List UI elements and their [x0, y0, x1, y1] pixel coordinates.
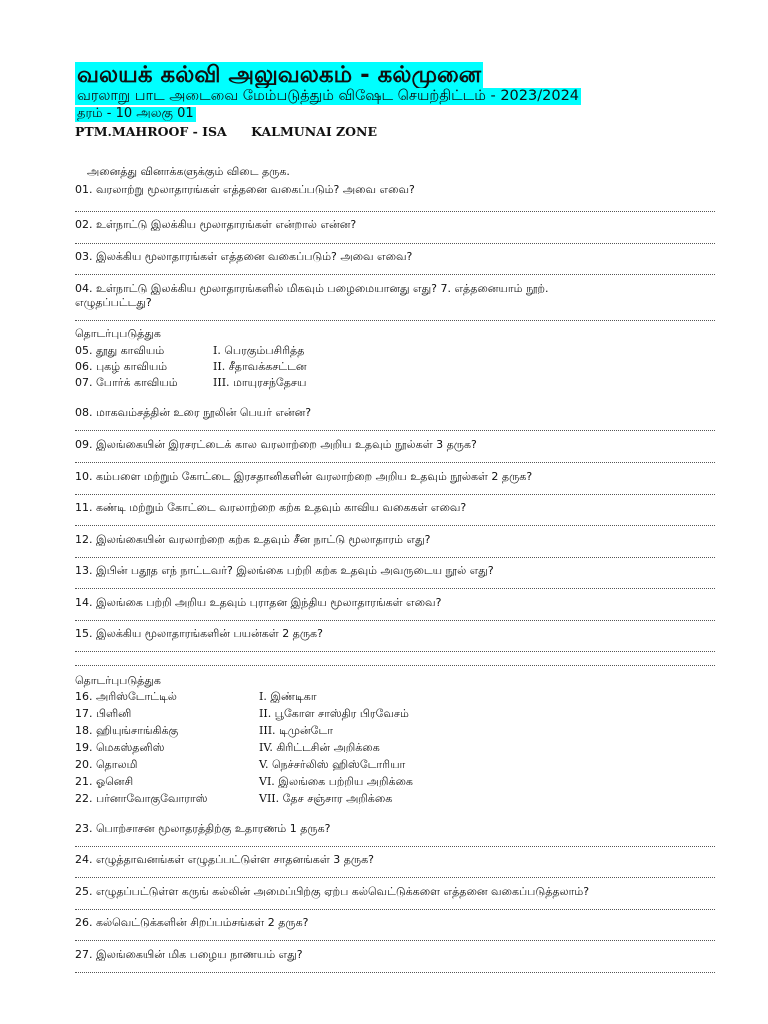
answer-line: [75, 935, 715, 941]
answer-line: [75, 615, 715, 621]
question-04-continued: எழுதப்பட்டது?: [75, 296, 152, 309]
match-right: II. பூகோள சாஸ்திர பிரவேசம்: [259, 707, 409, 720]
question-11: 11. கண்டி மற்றும் கோட்டை வரலாற்றை கற்க உதவும் காவிய வகைகள் எவை?: [75, 501, 467, 514]
answer-line: [75, 660, 715, 666]
match-left: 17. பிளினி: [75, 707, 132, 720]
match-row: [75, 344, 305, 358]
question-26: 26. கல்வெட்டுக்களின் சிறப்பம்சங்கள் 2 தருக?: [75, 916, 309, 929]
answer-line: [75, 552, 715, 558]
question-08: 08. மாகவம்சத்தின் உரை நூலின் பெயர் என்ன?: [75, 406, 312, 419]
answer-line: [75, 904, 715, 910]
match-right: IV. கிரிட்டசின் அறிக்கை: [259, 741, 380, 754]
question-27: 27. இலங்கையின் மிக பழைய நாணயம் எது?: [75, 948, 303, 961]
match-left: 16. அரிஸ்டோட்டில்: [75, 690, 177, 703]
match-right: VII. தேச சஞ்சார அறிக்கை: [259, 792, 393, 805]
question-14: 14. இலங்கை பற்றி அறிய உதவும் புராதன இந்திய மூலாதாரங்கள் எவை?: [75, 596, 442, 609]
match-left: 19. மெகஸ்தனிஸ்: [75, 741, 165, 754]
question-02: 02. உள்நாட்டு இலக்கிய மூலாதாரங்கள் என்றால் என்ன?: [75, 218, 357, 231]
match-row: [75, 360, 307, 374]
match-row: [75, 690, 317, 704]
question-25: 25. எழுதப்பட்டுள்ள கருங் கல்லின் அமைப்பிற்கு ஏற்ப கல்வெட்டுக்களை எத்தனை வகைப்படுத்தலாம்?: [75, 885, 590, 898]
answer-line: [75, 646, 715, 652]
answer-line: [75, 269, 715, 275]
question-03: 03. இலக்கிய மூலாதாரங்கள் எத்தனை வகைப்படும்? அவை எவை?: [75, 250, 413, 263]
answer-line: [75, 872, 715, 878]
question-09: 09. இலங்கையின் இரசரட்டைக் கால வரலாற்றை அறிய உதவும் நூல்கள் 3 தருக?: [75, 438, 477, 451]
author-name: PTM.MAHROOF - ISA: [75, 124, 227, 139]
match-row: [75, 758, 406, 772]
match-row: [75, 376, 307, 390]
question-13: 13. இபின் பதூத எந் நாட்டவர்? இலங்கை பற்றி கற்க உதவும் அவருடைய நூல் எது?: [75, 564, 494, 577]
match-row: [75, 775, 413, 789]
answer-line: [75, 967, 715, 973]
match-left: 21. ஓனெசி: [75, 775, 134, 788]
match-heading-1: தொடர்புபடுத்துக: [75, 327, 161, 340]
question-23: 23. பொற்சாசன மூலாதரத்திற்கு உதாரணம் 1 தருக?: [75, 822, 331, 835]
match-left: 18. ஹியுங்சாங்கிக்கு: [75, 724, 179, 737]
zone-name: KALMUNAI ZONE: [251, 124, 377, 139]
instruction-text: அனைத்து வினாக்களுக்கும் விடை தருக.: [87, 165, 290, 178]
answer-line: [75, 841, 715, 847]
match-row: [75, 792, 393, 806]
match-left: 22. பர்னாவோகுவோராஸ்: [75, 792, 208, 805]
match-left: 06. புகழ் காவியம்: [75, 360, 168, 373]
match-right: VI. இலங்கை பற்றிய அறிக்கை: [259, 775, 413, 788]
match-right: III. டிமுன்டோ: [259, 724, 333, 737]
answer-line: [75, 457, 715, 463]
match-left: 07. போர்க் காவியம்: [75, 376, 178, 389]
question-15: 15. இலக்கிய மூலாதாரங்களின் பயன்கள் 2 தருக?: [75, 627, 323, 640]
answer-line: [75, 315, 715, 321]
answer-line: [75, 520, 715, 526]
page-title: வலயக் கல்வி அலுவலகம் - கல்முனை: [77, 62, 482, 88]
question-01: 01. வரலாற்று மூலாதாரங்கள் எத்தனை வகைப்படும்? அவை எவை?: [75, 183, 415, 196]
answer-line: [75, 425, 715, 431]
match-row: [75, 724, 333, 738]
answer-line: [75, 206, 715, 212]
match-heading-2: தொடர்புபடுத்துக: [75, 674, 161, 687]
question-24: 24. எழுத்தாவனங்கள் எழுதப்பட்டுள்ள சாதனங்கள் 3 தருக?: [75, 853, 374, 866]
match-row: [75, 741, 380, 755]
project-subtitle: வரலாறு பாட அடைவை மேம்படுத்தும் விஷேட செயற்திட்டம் - 2023/2024: [77, 88, 580, 104]
question-10: 10. கம்பளை மற்றும் கோட்டை இரசதானிகளின் வரலாற்றை அறிய உதவும் நூல்கள் 2 தருக?: [75, 470, 533, 483]
question-12: 12. இலங்கையின் வரலாற்றை கற்க உதவும் சீன நாட்டு மூலாதாரம் எது?: [75, 533, 431, 546]
answer-line: [75, 238, 715, 244]
author-line: [75, 124, 377, 139]
answer-line: [75, 583, 715, 589]
match-right: V. நெச்சர்லிஸ் ஹிஸ்டோரியா: [259, 758, 406, 771]
grade-unit-label: தரம் - 10 அலகு 01: [77, 106, 194, 121]
match-right: I. பெரகும்பசிரித்த: [213, 344, 305, 357]
match-left: 05. தூது காவியம்: [75, 344, 165, 357]
answer-line: [75, 489, 715, 495]
question-04: 04. உள்நாட்டு இலக்கிய மூலாதாரங்களில் மிகவும் பழைமையானது எது? 7. எத்தனையாம் நூற்.: [75, 282, 549, 295]
match-right: I. இண்டிகா: [259, 690, 317, 703]
match-right: III. மாயுரசந்தேசய: [213, 376, 307, 389]
match-right: II. சீதாவக்கசட்டன: [213, 360, 307, 373]
match-left: 20. தொலமி: [75, 758, 138, 771]
match-row: [75, 707, 409, 721]
